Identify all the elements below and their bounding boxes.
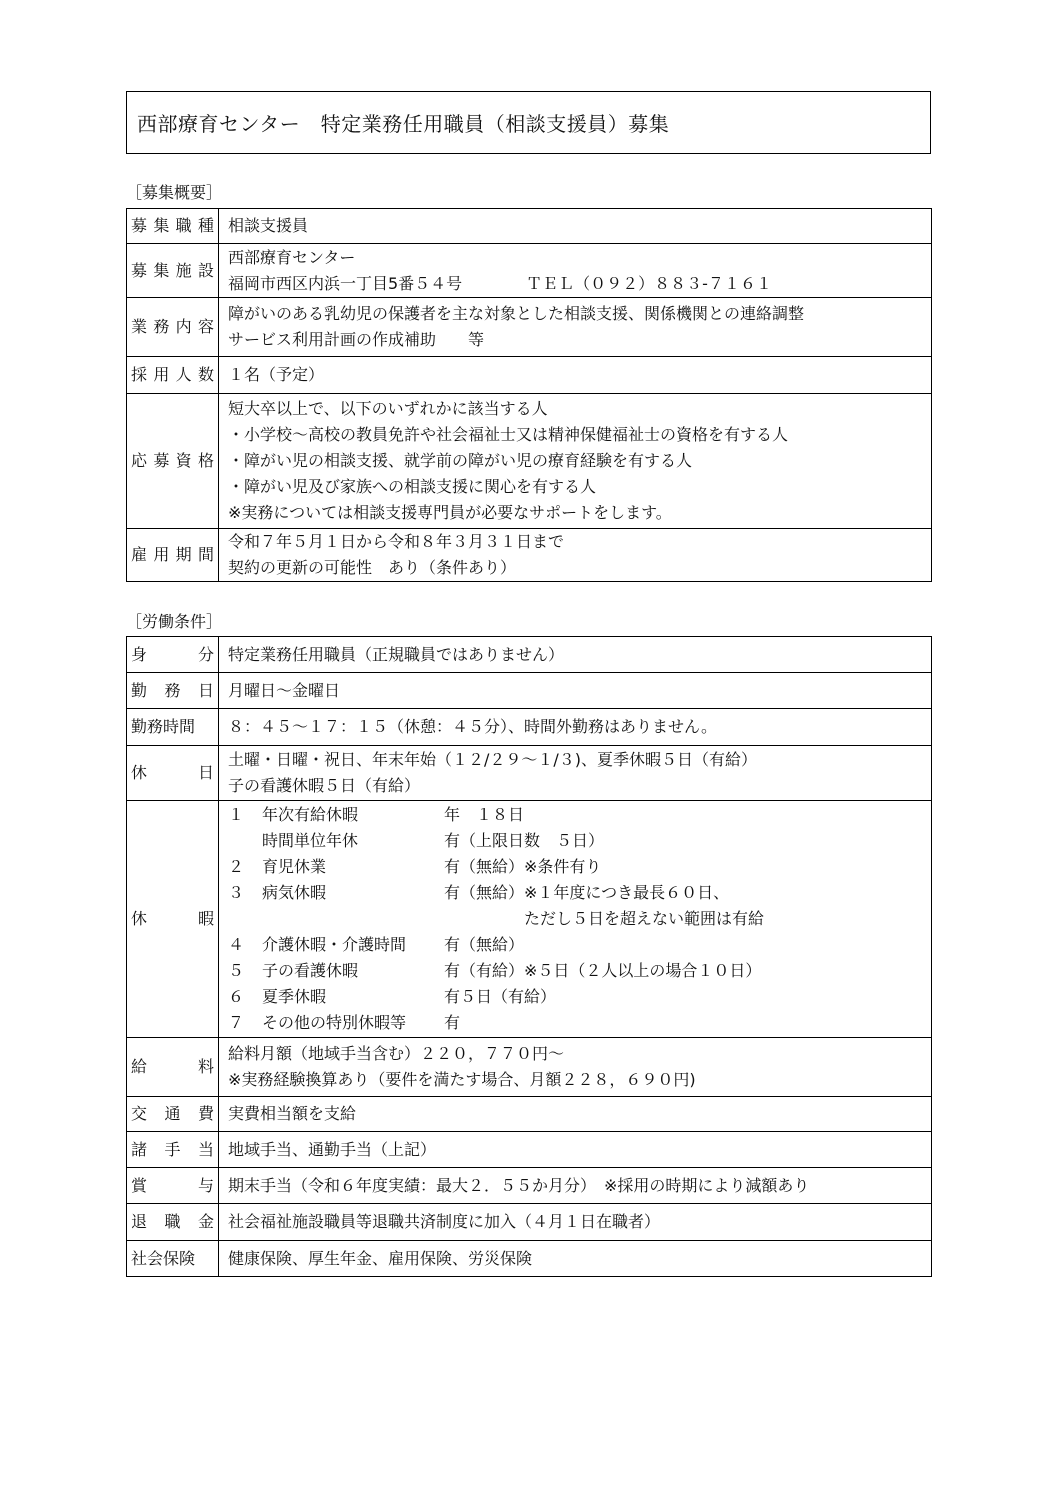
leave-name: その他の特別休暇等 bbox=[262, 1013, 407, 1032]
leave-detail: 有 bbox=[444, 1013, 461, 1032]
table-row bbox=[127, 1168, 932, 1204]
row-value-line: 実費相当額を支給 bbox=[228, 1104, 357, 1123]
row-value-line: 西部療育センター bbox=[228, 247, 356, 267]
leave-number bbox=[228, 828, 262, 854]
leave-item bbox=[228, 828, 931, 854]
leave-name: 夏季休暇 bbox=[262, 987, 327, 1006]
row-value-line: 子の看護休暇５日（有給） bbox=[228, 776, 421, 795]
table-row bbox=[127, 1097, 932, 1132]
row-value-line: ・小学校～高校の教員免許や社会福祉士又は精神保健福祉士の資格を有する人 bbox=[228, 425, 789, 444]
row-value-line: 短大卒以上で、以下のいずれかに該当する人 bbox=[228, 399, 548, 418]
row-value-line: ※実務については相談支援専門員が必要なサポートをします。 bbox=[228, 503, 672, 522]
row-label: 募集職種 bbox=[127, 209, 219, 244]
leave-name: 子の看護休暇 bbox=[262, 961, 359, 980]
row-value bbox=[219, 529, 932, 582]
leave-item bbox=[228, 958, 931, 984]
leave-number: ７ bbox=[228, 1013, 245, 1032]
leave-detail: 有（無給）※１年度につき最長６０日、 bbox=[444, 883, 730, 902]
table-row bbox=[127, 298, 932, 357]
table-row bbox=[127, 801, 932, 1038]
leave-detail: 有（無給） bbox=[444, 935, 525, 954]
row-value-line: 地域手当、通勤手当（上記） bbox=[228, 1139, 437, 1159]
row-value-line: 給料月額（地域手当含む）２２０，７７０円～ bbox=[228, 1044, 565, 1063]
leave-number: ２ bbox=[228, 857, 245, 876]
row-label: 交通費 bbox=[127, 1097, 219, 1132]
row-value bbox=[219, 209, 932, 244]
table-row bbox=[127, 673, 932, 709]
leave-detail: 年 １８日 bbox=[444, 805, 525, 824]
row-value bbox=[219, 709, 932, 746]
overview-heading: ［募集概要］ bbox=[126, 183, 223, 202]
table-row bbox=[127, 1038, 932, 1097]
row-label: 諸手当 bbox=[127, 1132, 219, 1168]
page-title: 西部療育センター 特定業務任用職員（相談支援員）募集 bbox=[126, 91, 931, 154]
leave-name: 病気休暇 bbox=[262, 883, 327, 902]
row-label: 賞 与 bbox=[127, 1168, 219, 1204]
table-row bbox=[127, 529, 932, 582]
row-value bbox=[219, 298, 932, 357]
row-value bbox=[219, 1168, 932, 1204]
row-value bbox=[219, 357, 932, 394]
row-value-line: 月曜日～金曜日 bbox=[228, 680, 341, 700]
table-row bbox=[127, 244, 932, 298]
row-value bbox=[219, 1097, 932, 1132]
table-row bbox=[127, 357, 932, 394]
leave-number: ４ bbox=[228, 935, 245, 954]
row-value bbox=[219, 746, 932, 801]
leave-number: ３ bbox=[228, 883, 245, 902]
leave-detail: 有（無給）※条件有り bbox=[444, 857, 602, 876]
table-row bbox=[127, 746, 932, 801]
row-label: 募集施設 bbox=[127, 244, 219, 298]
leave-item bbox=[228, 984, 931, 1010]
table-row bbox=[127, 709, 932, 746]
leave-detail: 有（上限日数 ５日） bbox=[444, 831, 605, 850]
table-row bbox=[127, 637, 932, 673]
row-value-line: ８：４５～１７：１５（休憩：４５分）、時間外勤務はありません。 bbox=[228, 717, 717, 736]
row-label: 勤務時間 bbox=[127, 709, 219, 746]
row-value bbox=[219, 673, 932, 709]
row-value bbox=[219, 1038, 932, 1097]
row-value-line: 社会福祉施設職員等退職共済制度に加入（４月１日在職者） bbox=[228, 1212, 661, 1231]
leave-item bbox=[228, 802, 931, 828]
row-label: 採用人数 bbox=[127, 357, 219, 394]
leave-name: 年次有給休暇 bbox=[262, 805, 359, 824]
row-value-line: 健康保険、厚生年金、雇用保険、労災保険 bbox=[228, 1248, 533, 1268]
table-row bbox=[127, 1132, 932, 1168]
table-row bbox=[127, 209, 932, 244]
row-value bbox=[219, 801, 932, 1038]
row-value bbox=[219, 1241, 932, 1277]
row-label: 身 分 bbox=[127, 637, 219, 673]
leave-item bbox=[228, 932, 931, 958]
row-value bbox=[219, 1204, 932, 1241]
row-value bbox=[219, 1132, 932, 1168]
row-label: 給 料 bbox=[127, 1038, 219, 1097]
row-value-line: 障がいのある乳幼児の保護者を主な対象とした相談支援、関係機関との連絡調整 bbox=[228, 304, 805, 323]
row-value-line: ・障がい児及び家族への相談支援に関心を有する人 bbox=[228, 477, 597, 496]
row-value-line: 相談支援員 bbox=[228, 216, 309, 235]
row-label: 勤務日 bbox=[127, 673, 219, 709]
row-label: 社会保険 bbox=[127, 1241, 219, 1277]
leave-detail: 有（有給）※５日（２人以上の場合１０日） bbox=[444, 961, 762, 980]
leave-name: 介護休暇・介護時間 bbox=[262, 935, 407, 954]
row-value-line: 福岡市西区内浜一丁目5番５４号 ＴＥＬ（０９２）８８３-７１６１ bbox=[228, 273, 772, 293]
leave-detail: 有５日（有給） bbox=[444, 987, 557, 1006]
leave-item bbox=[228, 880, 931, 906]
leave-name: 育児休業 bbox=[262, 857, 327, 876]
row-label: 雇用期間 bbox=[127, 529, 219, 582]
leave-number: ６ bbox=[228, 987, 245, 1006]
table-row bbox=[127, 1241, 932, 1277]
row-value-line: 特定業務任用職員（正規職員ではありません） bbox=[228, 644, 565, 664]
leave-item bbox=[228, 854, 931, 880]
row-label: 退職金 bbox=[127, 1204, 219, 1241]
row-value-line: 契約の更新の可能性 あり（条件あり） bbox=[228, 558, 517, 577]
table-row bbox=[127, 394, 932, 529]
row-value-line: 令和７年５月１日から令和８年３月３１日まで bbox=[228, 532, 565, 551]
overview-table bbox=[126, 208, 932, 582]
row-value-line: １名（予定） bbox=[228, 365, 325, 384]
table-row bbox=[127, 1204, 932, 1241]
row-value-line: 土曜・日曜・祝日、年末年始（１２/２９～１/３)、夏季休暇５日（有給） bbox=[228, 750, 758, 769]
leave-item bbox=[228, 1010, 931, 1036]
row-value-line: ※実務経験換算あり（要件を満たす場合、月額２２８，６９０円) bbox=[228, 1070, 696, 1089]
row-value bbox=[219, 394, 932, 529]
row-value-line: サービス利用計画の作成補助 等 bbox=[228, 330, 485, 349]
row-value bbox=[219, 637, 932, 673]
row-label: 応募資格 bbox=[127, 394, 219, 529]
leave-number: ５ bbox=[228, 961, 245, 980]
leave-name: 時間単位年休 bbox=[262, 831, 359, 850]
row-label: 業務内容 bbox=[127, 298, 219, 357]
row-value-line: ・障がい児の相談支援、就学前の障がい児の療育経験を有する人 bbox=[228, 451, 693, 470]
conditions-heading: ［労働条件］ bbox=[126, 612, 223, 631]
row-value bbox=[219, 244, 932, 298]
leave-note: ただし５日を超えない範囲は有給 bbox=[524, 909, 765, 928]
leave-number: １ bbox=[228, 805, 245, 824]
row-label: 休 暇 bbox=[127, 801, 219, 1038]
conditions-table bbox=[126, 636, 932, 1277]
row-value-line: 期末手当（令和６年度実績：最大２．５５か月分） ※採用の時期により減額あり bbox=[228, 1175, 810, 1195]
row-label: 休 日 bbox=[127, 746, 219, 801]
